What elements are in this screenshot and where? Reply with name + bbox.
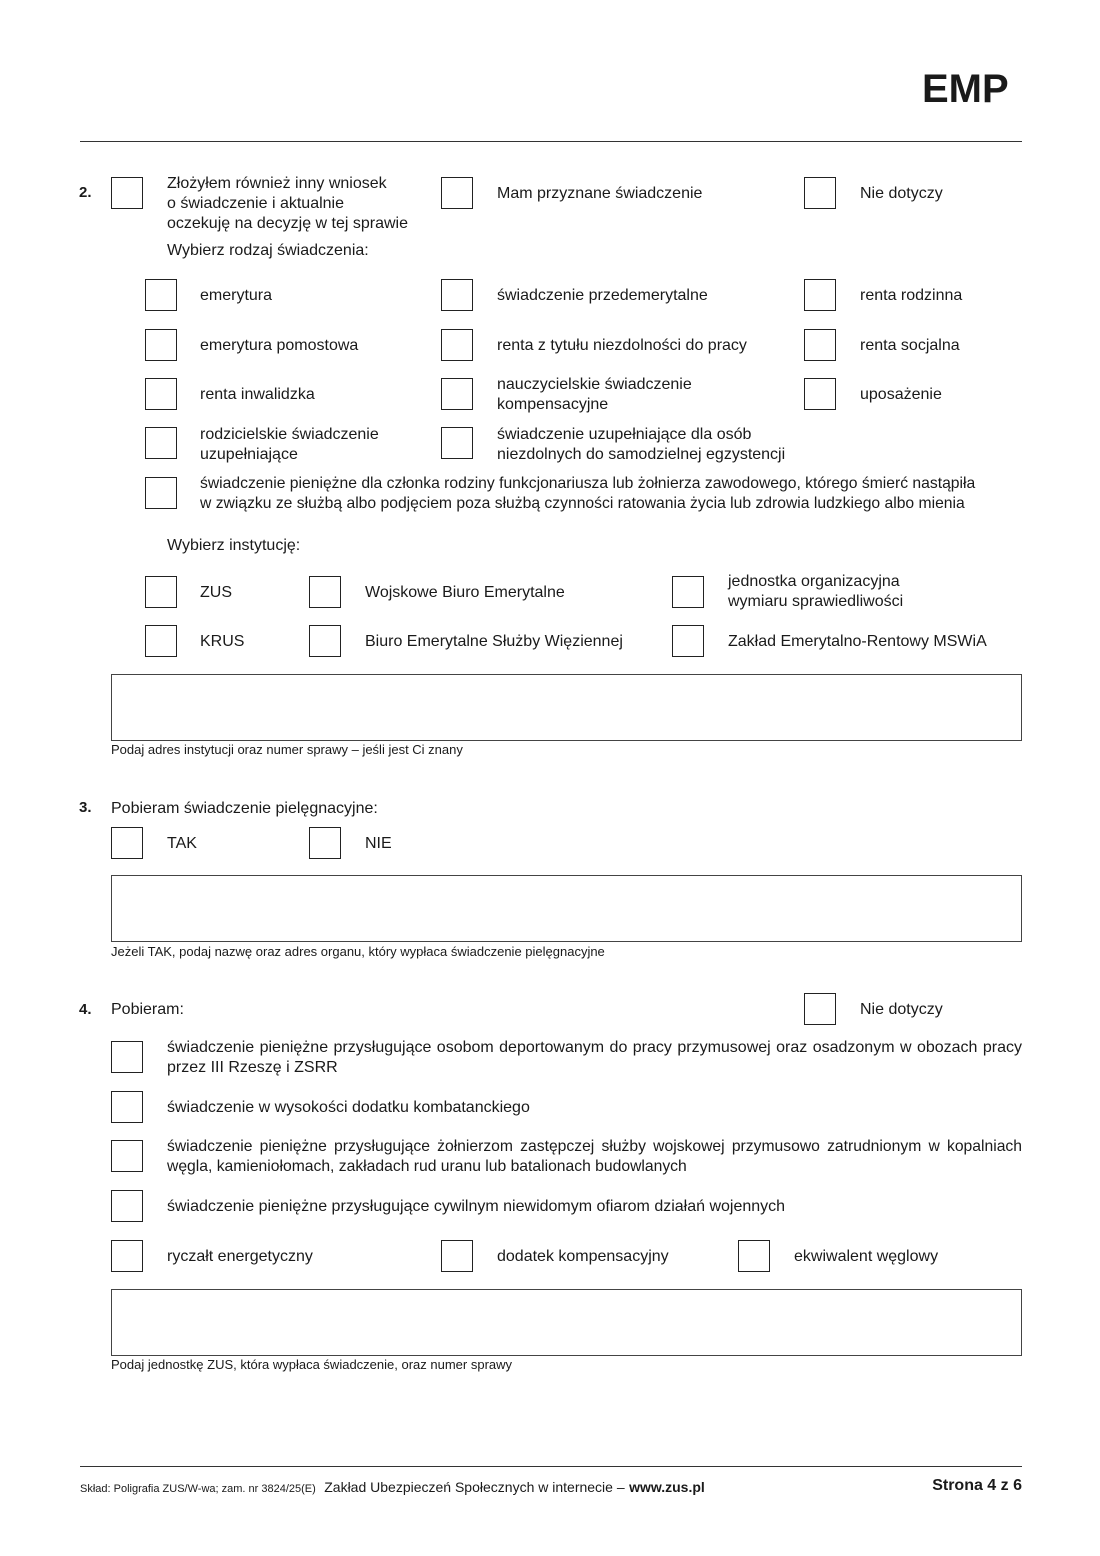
- besw-label: Biuro Emerytalne Służby Więziennej: [365, 633, 623, 650]
- care-organ-hint: Jeżeli TAK, podaj nazwę oraz adres organu, który wypłaca świadczenie pielęgnacyjne: [111, 944, 605, 959]
- renta-inwalidzka-label: renta inwalidzka: [200, 386, 315, 403]
- granted-label: Mam przyznane świadczenie: [497, 185, 703, 202]
- care-no-label: NIE: [365, 835, 392, 852]
- energy-checkbox[interactable]: [111, 1240, 143, 1272]
- benefit-type-prompt: Wybierz rodzaj świadczenia:: [167, 242, 369, 259]
- wbe-label: Wojskowe Biuro Emerytalne: [365, 584, 565, 601]
- section-3-number: 3.: [79, 799, 92, 816]
- funkcjonariusz-checkbox[interactable]: [145, 477, 177, 509]
- zus-checkbox[interactable]: [145, 576, 177, 608]
- uposazenie-label: uposażenie: [860, 386, 942, 403]
- renta-rodzinna-checkbox[interactable]: [804, 279, 836, 311]
- care-yes-checkbox[interactable]: [111, 827, 143, 859]
- print-info: Skład: Poligrafia ZUS/W-wa; zam. nr 3824/25(E): [80, 1483, 316, 1495]
- section-2-number: 2.: [79, 184, 92, 201]
- uzupelniajace-checkbox[interactable]: [441, 427, 473, 459]
- wbe-checkbox[interactable]: [309, 576, 341, 608]
- compensation-checkbox[interactable]: [441, 1240, 473, 1272]
- zus-unit-hint: Podaj jednostkę ZUS, która wypłaca świadczenie, oraz numer sprawy: [111, 1357, 513, 1372]
- uposazenie-checkbox[interactable]: [804, 378, 836, 410]
- mswia-label: Zakład Emerytalno-Rentowy MSWiA: [728, 633, 987, 650]
- renta-rodzinna-label: renta rodzinna: [860, 287, 963, 304]
- combatant-label: świadczenie w wysokości dodatku kombatanckiego: [167, 1099, 530, 1116]
- krus-label: KRUS: [200, 633, 245, 650]
- emerytura-label: emerytura: [200, 287, 273, 304]
- care-no-checkbox[interactable]: [309, 827, 341, 859]
- wymiar-checkbox[interactable]: [672, 576, 704, 608]
- deportees-checkbox[interactable]: [111, 1041, 143, 1073]
- website-link[interactable]: www.zus.pl: [629, 1479, 705, 1495]
- zus-unit-field[interactable]: [111, 1289, 1022, 1356]
- wymiar-label: jednostka organizacyjna wymiaru sprawiedliwości: [728, 573, 904, 610]
- internet-text: Zakład Ubezpieczeń Społecznych w internecie –: [324, 1479, 625, 1495]
- renta-niezdolnosc-label: renta z tytułu niezdolności do pracy: [497, 337, 747, 354]
- header-divider: [80, 141, 1022, 142]
- emerytura-pomostowa-label: emerytura pomostowa: [200, 337, 359, 354]
- compensation-label: dodatek kompensacyjny: [497, 1248, 669, 1265]
- not-applicable-2-checkbox[interactable]: [804, 177, 836, 209]
- besw-checkbox[interactable]: [309, 625, 341, 657]
- page-number: Strona 4 z 6: [932, 1477, 1022, 1494]
- rodzicielskie-label: rodzicielskie świadczenie uzupełniające: [200, 426, 379, 463]
- renta-inwalidzka-checkbox[interactable]: [145, 378, 177, 410]
- coal-label: ekwiwalent węglowy: [794, 1248, 939, 1265]
- institution-prompt: Wybierz instytucję:: [167, 537, 301, 554]
- energy-label: ryczałt energetyczny: [167, 1248, 313, 1265]
- footer-divider: [80, 1466, 1022, 1467]
- granted-checkbox[interactable]: [441, 177, 473, 209]
- footer-left: [80, 1479, 705, 1497]
- institution-address-field[interactable]: [111, 674, 1022, 741]
- combatant-checkbox[interactable]: [111, 1091, 143, 1123]
- nauczycielskie-checkbox[interactable]: [441, 378, 473, 410]
- other-application-label: Złożyłem również inny wniosek o świadczenie i aktualnie oczekuję na decyzję w tej sprawie: [167, 175, 409, 232]
- form-code: EMP: [922, 67, 1009, 111]
- soldiers-checkbox[interactable]: [111, 1140, 143, 1172]
- funkcjonariusz-label: świadczenie pieniężne dla członka rodziny funkcjonariusza lub żołnierza zawodowego, którego śmierć nastąpiła w związku ze służbą albo podjęciem poza służbą czynności ratowania życia lub zdrowia ludzkiego albo mienia: [200, 475, 976, 512]
- not-applicable-4-label: Nie dotyczy: [860, 1001, 943, 1018]
- zus-label: ZUS: [200, 584, 232, 601]
- przedemerytalne-checkbox[interactable]: [441, 279, 473, 311]
- nauczycielskie-label: nauczycielskie świadczenie kompensacyjne: [497, 376, 692, 413]
- institution-address-hint: Podaj adres instytucji oraz numer sprawy – jeśli jest Ci znany: [111, 742, 463, 757]
- rodzicielskie-checkbox[interactable]: [145, 427, 177, 459]
- other-application-checkbox[interactable]: [111, 177, 143, 209]
- not-applicable-4-checkbox[interactable]: [804, 993, 836, 1025]
- blind-victims-label: świadczenie pieniężne przysługujące cywilnym niewidomym ofiarom działań wojennych: [167, 1198, 786, 1215]
- soldiers-label: świadczenie pieniężne przysługujące żołnierzom zastępczej służby wojskowej przymusowo zatrudnionym w kopalniach węgla, kamieniołomach, zakładach rud uranu lub batalionach budowlanych: [167, 1138, 1022, 1175]
- not-applicable-2-label: Nie dotyczy: [860, 185, 943, 202]
- coal-checkbox[interactable]: [738, 1240, 770, 1272]
- przedemerytalne-label: świadczenie przedemerytalne: [497, 287, 708, 304]
- renta-socjalna-checkbox[interactable]: [804, 329, 836, 361]
- care-benefit-question: Pobieram świadczenie pielęgnacyjne:: [111, 800, 378, 817]
- emerytura-pomostowa-checkbox[interactable]: [145, 329, 177, 361]
- section-4-number: 4.: [79, 1001, 92, 1018]
- care-organ-field[interactable]: [111, 875, 1022, 942]
- renta-socjalna-label: renta socjalna: [860, 337, 960, 354]
- deportees-label: świadczenie pieniężne przysługujące osobom deportowanym do pracy przymusowej oraz osadzonym w obozach pracy przez III Rzeszę i ZSRR: [167, 1039, 1022, 1076]
- blind-victims-checkbox[interactable]: [111, 1190, 143, 1222]
- krus-checkbox[interactable]: [145, 625, 177, 657]
- uzupelniajace-label: świadczenie uzupełniające dla osób niezdolnych do samodzielnej egzystencji: [497, 426, 786, 463]
- emerytura-checkbox[interactable]: [145, 279, 177, 311]
- section-4-title: Pobieram:: [111, 1001, 184, 1018]
- mswia-checkbox[interactable]: [672, 625, 704, 657]
- care-yes-label: TAK: [167, 835, 197, 852]
- renta-niezdolnosc-checkbox[interactable]: [441, 329, 473, 361]
